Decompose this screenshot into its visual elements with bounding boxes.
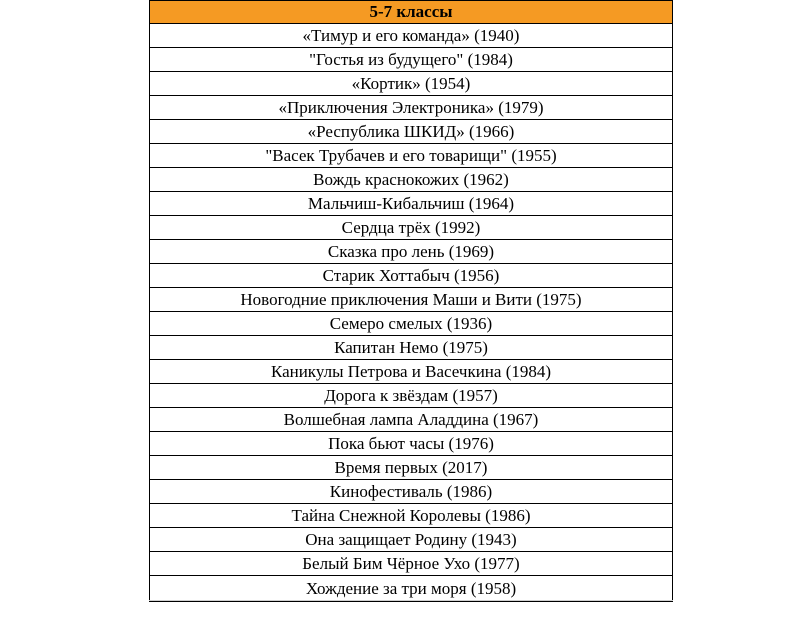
- table-row: [150, 576, 673, 602]
- film-title-cell: Хождение за три моря (1958): [150, 576, 673, 602]
- film-title-cell: Пока бьют часы (1976): [150, 432, 673, 456]
- film-title-cell: Белый Бим Чёрное Ухо (1977): [150, 552, 673, 576]
- film-title-cell: «Приключения Электроника» (1979): [150, 96, 673, 120]
- film-title-cell: Кинофестиваль (1986): [150, 480, 673, 504]
- table-row: [150, 312, 673, 336]
- film-title-cell: "Гостья из будущего" (1984): [150, 48, 673, 72]
- film-title-cell: Каникулы Петрова и Васечкина (1984): [150, 360, 673, 384]
- film-title-cell: Вождь краснокожих (1962): [150, 168, 673, 192]
- table-row: [150, 528, 673, 552]
- film-title-cell: «Республика ШКИД» (1966): [150, 120, 673, 144]
- film-rows: [150, 24, 673, 602]
- table-row: [150, 168, 673, 192]
- table-row: [150, 48, 673, 72]
- table-header-row: [150, 1, 673, 24]
- film-title-cell: Капитан Немо (1975): [150, 336, 673, 360]
- table-row: [150, 72, 673, 96]
- film-title-cell: Волшебная лампа Аладдина (1967): [150, 408, 673, 432]
- film-title-cell: Новогодние приключения Маши и Вити (1975): [150, 288, 673, 312]
- table-row: [150, 24, 673, 48]
- table-row: [150, 240, 673, 264]
- film-title-cell: "Васек Трубачев и его товарищи" (1955): [150, 144, 673, 168]
- table-row: [150, 360, 673, 384]
- table-row: [150, 336, 673, 360]
- film-title-cell: Сказка про лень (1969): [150, 240, 673, 264]
- grade-header: 5-7 классы: [150, 1, 673, 24]
- table-row: [150, 504, 673, 528]
- table-row: [150, 216, 673, 240]
- sheet-bottom-divider: [149, 600, 673, 601]
- film-title-cell: Время первых (2017): [150, 456, 673, 480]
- film-list-table: [149, 0, 673, 602]
- table-row: [150, 144, 673, 168]
- film-title-cell: Семеро смелых (1936): [150, 312, 673, 336]
- table-row: [150, 432, 673, 456]
- table-row: [150, 384, 673, 408]
- table-row: [150, 288, 673, 312]
- film-title-cell: Тайна Снежной Королевы (1986): [150, 504, 673, 528]
- table-row: [150, 96, 673, 120]
- film-title-cell: Старик Хоттабыч (1956): [150, 264, 673, 288]
- film-title-cell: «Кортик» (1954): [150, 72, 673, 96]
- film-title-cell: Мальчиш-Кибальчиш (1964): [150, 192, 673, 216]
- table-row: [150, 408, 673, 432]
- film-title-cell: «Тимур и его команда» (1940): [150, 24, 673, 48]
- film-list-sheet: [149, 0, 673, 602]
- table-row: [150, 456, 673, 480]
- table-row: [150, 192, 673, 216]
- table-row: [150, 480, 673, 504]
- table-row: [150, 552, 673, 576]
- table-row: [150, 264, 673, 288]
- film-title-cell: Она защищает Родину (1943): [150, 528, 673, 552]
- table-row: [150, 120, 673, 144]
- film-title-cell: Сердца трёх (1992): [150, 216, 673, 240]
- film-title-cell: Дорога к звёздам (1957): [150, 384, 673, 408]
